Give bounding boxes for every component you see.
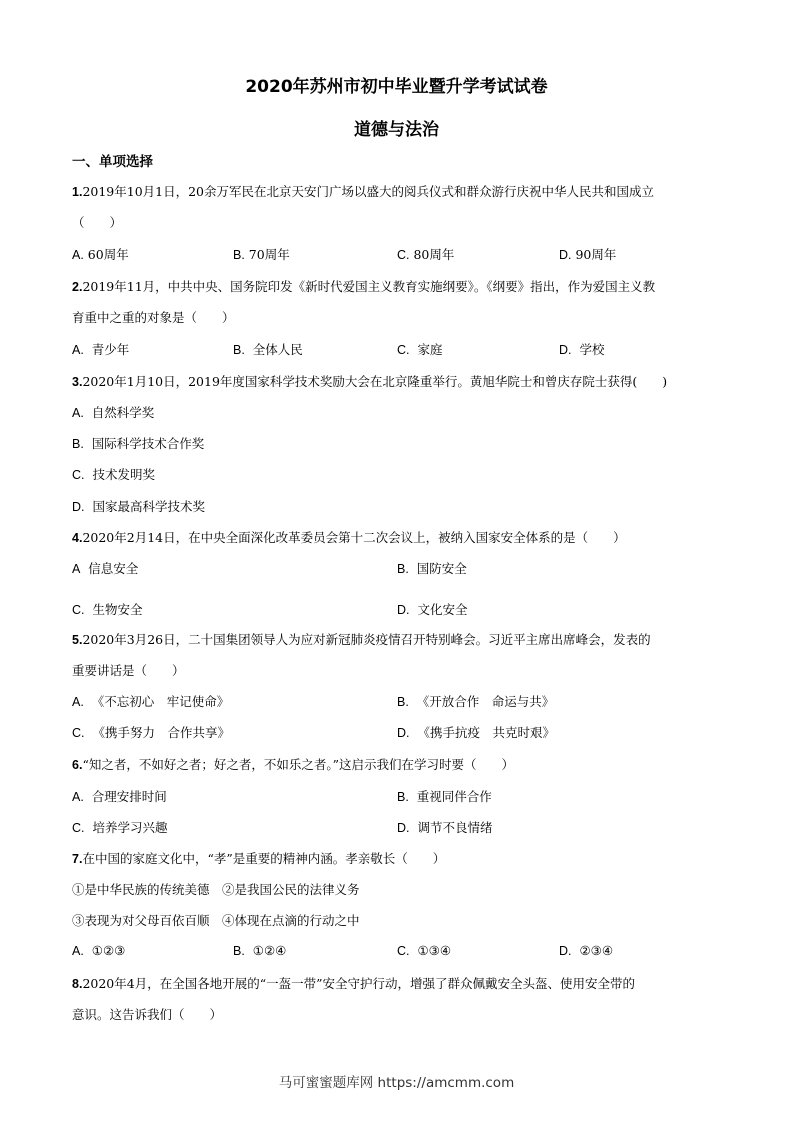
exam-title: 2020年苏州市初中毕业暨升学考试试卷	[245, 77, 548, 97]
question-text: 在中国的家庭文化中，“孝”是重要的精神内涵。孝亲敬长（ ）	[82, 851, 446, 866]
q2-option-a: A. 青少年	[72, 342, 130, 357]
q7-statements-2: ③表现为对父母百依百顺 ④体现在点滴的行动之中	[72, 913, 360, 928]
question-number: 8.	[72, 977, 83, 991]
q5-option-a: A. 《不忘初心 牢记使命》	[72, 694, 230, 709]
question-7	[72, 849, 445, 867]
question-number: 1.	[72, 185, 83, 199]
question-number: 3.	[72, 375, 83, 389]
question-4	[72, 528, 626, 546]
q4-option-c: C. 生物安全	[72, 602, 143, 617]
q3-option-d: D. 国家最高科学技术奖	[72, 499, 205, 514]
question-8	[72, 974, 635, 992]
q4-option-a: A 信息安全	[72, 561, 139, 576]
question-2-cont: 育重中之重的对象是（ ）	[72, 310, 235, 325]
question-text: 2020年1月10日，2019年度国家科学技术奖励大会在北京隆重举行。黄旭华院士和曾庆存院士获得( )	[82, 374, 668, 389]
question-number: 5.	[72, 633, 83, 647]
q3-option-b: B. 国际科学技术合作奖	[72, 436, 205, 451]
question-text: 2019年11月，中共中央、国务院印发《新时代爱国主义教育实施纲要》。《纲要》指出，作为爱国主义教	[82, 279, 656, 294]
question-number: 7.	[72, 852, 83, 866]
q3-option-c: C. 技术发明奖	[72, 467, 155, 482]
q6-option-d: D. 调节不良情绪	[397, 820, 493, 835]
q7-option-b: B. ①②④	[233, 943, 287, 958]
q5-option-c: C. 《携手努力 合作共享》	[72, 725, 230, 740]
q7-statements-1: ①是中华民族的传统美德 ②是我国公民的法律义务	[72, 882, 360, 897]
q5-option-d: D. 《携手抗疫 共克时艰》	[397, 725, 555, 740]
q2-option-b: B. 全体人民	[233, 342, 303, 357]
q6-option-c: C. 培养学习兴趣	[72, 820, 168, 835]
question-5-cont: 重要讲话是（ ）	[72, 663, 185, 678]
q1-option-b: B. 70周年	[233, 247, 290, 262]
question-text: 2020年4月，在全国各地开展的“一盔一带”安全守护行动，增强了群众佩戴安全头盔、使用安全带的	[82, 976, 635, 991]
question-number: 2.	[72, 280, 83, 294]
q6-option-b: B. 重视同伴合作	[397, 789, 492, 804]
q7-option-a: A. ①②③	[72, 943, 126, 958]
q3-option-a: A. 自然科学奖	[72, 405, 155, 420]
question-number: 6.	[72, 758, 83, 772]
question-number: 4.	[72, 531, 83, 545]
q6-option-a: A. 合理安排时间	[72, 789, 167, 804]
exam-subject: 道德与法治	[354, 120, 439, 140]
question-1	[72, 182, 654, 200]
question-6	[72, 755, 514, 773]
q1-option-c: C. 80周年	[397, 247, 455, 262]
q7-option-c: C. ①③④	[397, 943, 452, 958]
q2-option-c: C. 家庭	[397, 342, 443, 357]
question-text: 2020年3月26日，二十国集团领导人为应对新冠肺炎疫情召开特别峰会。习近平主席出席峰会，发表的	[82, 632, 651, 647]
q4-option-b: B. 国防安全	[397, 561, 467, 576]
question-1-blank: （ ）	[72, 215, 123, 230]
question-text: 2019年10月1日，20余万军民在北京天安门广场以盛大的阅兵仪式和群众游行庆祝中华人民共和国成立	[82, 184, 655, 199]
q7-option-d: D. ②③④	[559, 943, 614, 958]
q4-option-d: D. 文化安全	[397, 602, 468, 617]
section-heading: 一、单项选择	[72, 154, 153, 170]
question-3	[72, 372, 667, 390]
question-8-cont: 意识。这告诉我们（ ）	[72, 1007, 223, 1022]
q5-option-b: B. 《开放合作 命运与共》	[397, 694, 555, 709]
footer-watermark: 马可蜜蜜题库网 https://amcmm.com	[278, 1075, 515, 1091]
question-5	[72, 630, 651, 648]
q1-option-d: D. 90周年	[559, 247, 617, 262]
q2-option-d: D. 学校	[559, 342, 605, 357]
question-2	[72, 277, 655, 295]
question-text: 2020年2月14日，在中央全面深化改革委员会第十二次会议上，被纳入国家安全体系的是（ ）	[82, 530, 626, 545]
question-text: “知之者，不如好之者；好之者，不如乐之者。”这启示我们在学习时要（ ）	[82, 757, 514, 772]
q1-option-a: A. 60周年	[72, 247, 129, 262]
